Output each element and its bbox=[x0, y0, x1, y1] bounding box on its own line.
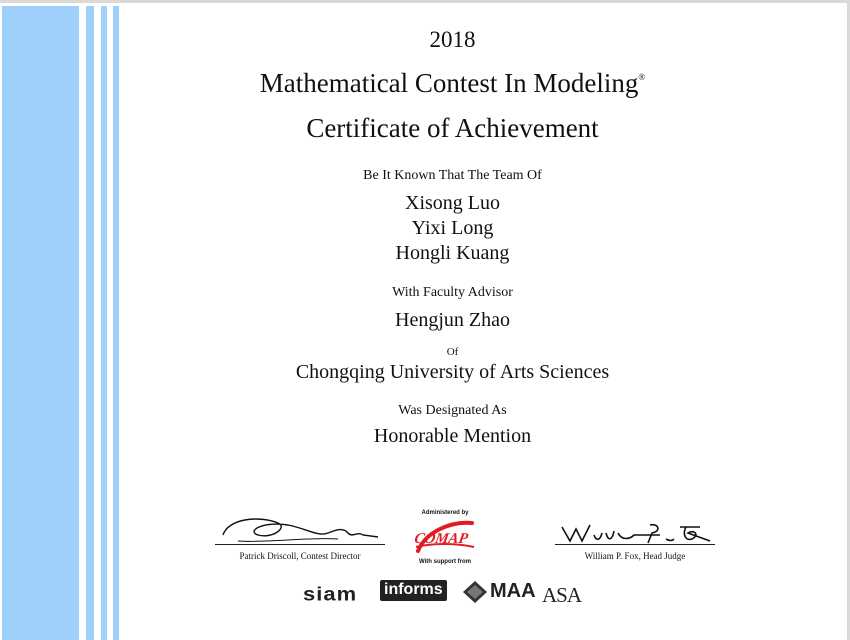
of-label: Of bbox=[446, 346, 459, 358]
judge-signature bbox=[560, 519, 715, 547]
maa-logo bbox=[462, 580, 536, 609]
team-member: Yixi Long bbox=[411, 217, 494, 239]
designation-label: Was Designated As bbox=[398, 403, 507, 418]
judge-caption: William P. Fox, Head Judge bbox=[584, 551, 686, 561]
certificate-title: Certificate of Achievement bbox=[306, 113, 599, 143]
administered-by-label: Administered by bbox=[421, 510, 469, 516]
svg-text:COMAP: COMAP bbox=[413, 531, 470, 547]
advisor-label: With Faculty Advisor bbox=[392, 285, 513, 300]
contest-title-text: Mathematical Contest In Modeling bbox=[259, 68, 639, 98]
advisor-name: Hengjun Zhao bbox=[395, 309, 510, 331]
support-label: With support from bbox=[419, 559, 471, 565]
maa-icon bbox=[462, 580, 488, 604]
team-member: Xisong Luo bbox=[405, 192, 500, 214]
signature-line bbox=[215, 544, 385, 545]
director-caption: Patrick Driscoll, Contest Director bbox=[239, 551, 361, 561]
institution-name: Chongqing University of Arts Sciences bbox=[295, 361, 610, 383]
certificate-year: 2018 bbox=[429, 27, 476, 52]
director-signature bbox=[218, 513, 383, 547]
intro-text: Be It Known That The Team Of bbox=[363, 168, 542, 183]
signature-line bbox=[555, 544, 715, 545]
contest-title bbox=[0, 68, 850, 99]
comap-logo bbox=[412, 517, 478, 557]
asa-logo: ASA bbox=[542, 583, 582, 607]
maa-text: MAA bbox=[490, 580, 536, 602]
siam-logo: siam bbox=[303, 582, 358, 605]
informs-logo: informs bbox=[380, 580, 447, 601]
team-member: Hongli Kuang bbox=[395, 242, 510, 264]
registered-mark: ® bbox=[638, 72, 646, 82]
award-name: Honorable Mention bbox=[373, 425, 532, 447]
